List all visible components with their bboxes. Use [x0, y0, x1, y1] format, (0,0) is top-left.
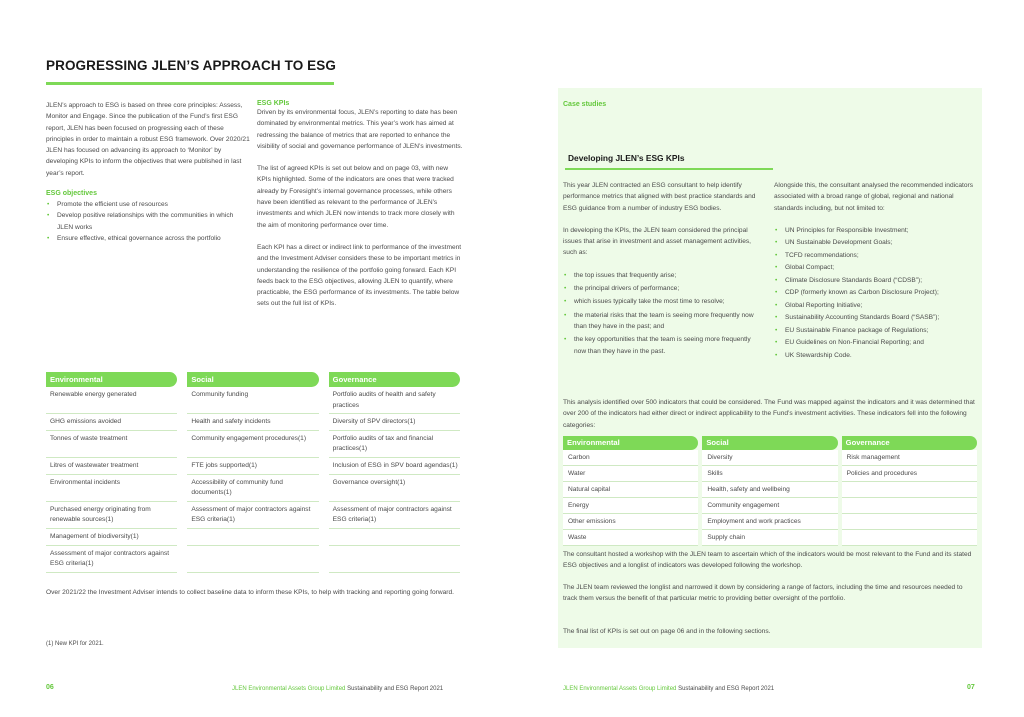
issue-item: • the material risks that the team is seeing more frequently now than they have in the past; and — [563, 310, 761, 333]
kpi-cell: Community engagement procedures(1) — [187, 431, 318, 458]
category-cell: Policies and procedures — [842, 466, 977, 482]
category-cell: Natural capital — [563, 482, 698, 498]
category-cell — [842, 482, 977, 498]
kpi-table-row — [46, 431, 460, 458]
left-footer-text — [232, 686, 443, 692]
category-table — [563, 436, 977, 546]
kpi-table-body — [46, 387, 460, 573]
category-table-body — [563, 450, 977, 546]
case-paragraph-3: Alongside this, the consultant analysed the recommended indicators associated with a broad range of global, regional and national standards including, but not limited to: — [774, 182, 974, 212]
kpi-cell — [187, 529, 318, 546]
category-cell: Energy — [563, 498, 698, 514]
right-footer-text — [563, 686, 774, 692]
kpi-cell — [329, 546, 460, 573]
category-cell: Risk management — [842, 450, 977, 466]
category-cell — [842, 530, 977, 546]
category-cell: Other emissions — [563, 514, 698, 530]
standard-item: • UK Stewardship Code. — [774, 350, 976, 361]
case-studies-label: Case studies — [563, 101, 607, 108]
case-paragraph-6: The JLEN team reviewed the longlist and narrowed it down by considering a range of factors, including the time and resources needed to track them versus the benefit of that particular metric to providing better oversight of the portfolio. — [563, 584, 963, 603]
kpis-paragraph-1: Driven by its environmental focus, JLEN’s reporting to date has been dominated by environmental metrics. This year’s work has aimed at redressing the balance of metrics that are reported to enhance the visibility of social and governance performance of JLEN’s investments. — [257, 109, 463, 150]
cat-header-governance: Governance — [842, 436, 977, 450]
case-study-heading: Developing JLEN’s ESG KPIs — [568, 153, 685, 163]
right-page-number: 07 — [967, 684, 975, 691]
cat-header-social: Social — [702, 436, 837, 450]
category-cell: Waste — [563, 530, 698, 546]
kpi-table-header — [46, 372, 460, 387]
issues-list — [563, 270, 761, 357]
objective-item: • Develop positive relationships with the communities in which JLEN works — [46, 210, 250, 233]
kpi-table-row — [46, 387, 460, 414]
objective-item: • Ensure effective, ethical governance across the portfolio — [46, 233, 250, 244]
kpi-cell — [187, 546, 318, 573]
category-cell: Health, safety and wellbeing — [702, 482, 837, 498]
category-table-row — [563, 530, 977, 546]
left-page-number: 06 — [46, 684, 54, 691]
category-table-row — [563, 514, 977, 530]
case-right-column — [774, 180, 976, 361]
case-paragraph-1: This year JLEN contracted an ESG consultant to help identify performance metrics that aligned with best practice standards and ESG guidance from a number of industry ESG bodies. — [563, 182, 756, 212]
category-cell: Supply chain — [702, 530, 837, 546]
category-cell: Community engagement — [702, 498, 837, 514]
intro-column — [46, 100, 250, 244]
kpi-cell: Accessibility of community fund documents(1) — [187, 475, 318, 502]
kpi-cell: Governance oversight(1) — [329, 475, 460, 502]
kpi-cell: Renewable energy generated — [46, 387, 177, 414]
category-table-row — [563, 450, 977, 466]
case-paragraph-4: This analysis identified over 500 indicators that could be considered. The Fund was mapped against the indicators and it was determined that over 200 of the indicators had either direct or indirect applicability to the Fund’s investment activities. These indicators fell into the following categories: — [563, 399, 975, 429]
case-paragraph-7: The final list of KPIs is set out on page 06 and in the following sections. — [563, 628, 771, 635]
standard-item: • Global Reporting Initiative; — [774, 300, 976, 311]
kpi-cell: Management of biodiversity(1) — [46, 529, 177, 546]
kpi-cell: Inclusion of ESG in SPV board agendas(1) — [329, 458, 460, 475]
footer-company: JLEN Environmental Assets Group Limited — [563, 686, 677, 692]
kpi-cell — [329, 529, 460, 546]
kpi-header-governance: Governance — [329, 372, 460, 387]
category-cell — [842, 498, 977, 514]
case-paragraph-5: The consultant hosted a workshop with the JLEN team to ascertain which of the indicators would be most relevant to the Fund and its stated ESG objectives and a longlist of indicators was developed following the workshop. — [563, 551, 972, 570]
category-cell: Diversity — [702, 450, 837, 466]
kpi-table-row — [46, 458, 460, 475]
title-underline — [46, 82, 334, 85]
kpis-paragraph-3: Each KPI has a direct or indirect link to performance of the investment and the Investment Adviser considers these to be important metrics in understanding the resilience of the portfolio going forward. Each KPI feeds back to the ESG objectives, allowing JLEN to quantify, where practicable, the ESG performance of its investments. The table below sets out the full list of KPIs. — [257, 243, 462, 308]
kpi-cell: Diversity of SPV directors(1) — [329, 414, 460, 431]
kpi-table-row — [46, 546, 460, 573]
category-table-row — [563, 466, 977, 482]
standard-item: • EU Sustainable Finance package of Regulations; — [774, 325, 976, 336]
kpi-cell: Portfolio audits of health and safety practices — [329, 387, 460, 414]
kpi-cell: Tonnes of waste treatment — [46, 431, 177, 458]
kpi-table-row — [46, 475, 460, 502]
kpi-table-row — [46, 529, 460, 546]
kpi-cell: Litres of wastewater treatment — [46, 458, 177, 475]
standard-item: • UN Principles for Responsible Investment; — [774, 225, 976, 236]
footer-company: JLEN Environmental Assets Group Limited — [232, 686, 346, 692]
standard-item: • UN Sustainable Development Goals; — [774, 237, 976, 248]
standard-item: • Sustainability Accounting Standards Board (“SASB”); — [774, 312, 976, 323]
case-left-column — [563, 180, 761, 357]
category-cell — [842, 514, 977, 530]
kpi-table — [46, 372, 460, 573]
kpi-cell: Health and safety incidents — [187, 414, 318, 431]
kpi-cell: Environmental incidents — [46, 475, 177, 502]
cat-header-environmental: Environmental — [563, 436, 698, 450]
footer-report: Sustainability and ESG Report 2021 — [678, 686, 775, 692]
objectives-heading: ESG objectives — [46, 190, 97, 198]
kpi-cell: Purchased energy originating from renewable sources(1) — [46, 502, 177, 529]
kpis-paragraph-2: The list of agreed KPIs is set out below and on page 03, with new KPIs highlighted. Some of the indicators are ones that were tracked already by Foresight’s internal governance processes, while others have been identified as relevant to the performance of JLEN’s investments and which JLEN now intends to track more closely with the aim of monitoring performance over time. — [257, 165, 455, 229]
kpi-cell: Assessment of major contractors against ESG criteria(1) — [46, 546, 177, 573]
kpi-cell: Assessment of major contractors against ESG criteria(1) — [329, 502, 460, 529]
category-cell: Water — [563, 466, 698, 482]
kpi-cell: Assessment of major contractors against ESG criteria(1) — [187, 502, 318, 529]
standard-item: • Global Compact; — [774, 262, 976, 273]
case-heading-underline — [565, 168, 773, 170]
intro-paragraph: JLEN’s approach to ESG is based on three core principles: Assess, Monitor and Engage. Since the publication of the Fund’s first ESG report, JLEN has been focused on progressing each of these principles in order to maintain a robust ESG framework. Over 2020/21 JLEN has focused on advancing its approach to ‘Monitor’ by developing KPIs to inform the objectives that were published in last year’s report. — [46, 102, 250, 177]
kpi-after-note: Over 2021/22 the Investment Adviser intends to collect baseline data to inform these KPIs, to help with tracking and reporting going forward. — [46, 589, 454, 596]
kpi-table-row — [46, 414, 460, 431]
kpi-table-row — [46, 502, 460, 529]
standard-item: • CDP (formerly known as Carbon Disclosure Project); — [774, 287, 976, 298]
category-cell: Carbon — [563, 450, 698, 466]
kpi-cell: GHG emissions avoided — [46, 414, 177, 431]
objectives-list — [46, 199, 250, 244]
category-table-row — [563, 482, 977, 498]
standard-item: • Climate Disclosure Standards Board (“CDSB”); — [774, 275, 976, 286]
kpi-header-social: Social — [187, 372, 318, 387]
kpi-cell: Portfolio audits of tax and financial practices(1) — [329, 431, 460, 458]
footer-report: Sustainability and ESG Report 2021 — [347, 686, 444, 692]
standard-item: • TCFD recommendations; — [774, 250, 976, 261]
issue-item: • the principal drivers of performance; — [563, 283, 761, 294]
issue-item: • which issues typically take the most time to resolve; — [563, 296, 761, 307]
standard-item: • EU Guidelines on Non-Financial Reporting; and — [774, 337, 976, 348]
objective-item: • Promote the efficient use of resources — [46, 199, 250, 210]
issue-item: • the key opportunities that the team is seeing more frequently now than they have in the past. — [563, 334, 761, 357]
kpi-header-environmental: Environmental — [46, 372, 177, 387]
kpi-footnote: (1) New KPI for 2021. — [46, 641, 104, 647]
page-title: PROGRESSING JLEN’S APPROACH TO ESG — [46, 58, 336, 73]
issue-item: • the top issues that frequently arise; — [563, 270, 761, 281]
category-table-header — [563, 436, 977, 450]
standards-list — [774, 225, 976, 361]
category-table-row — [563, 498, 977, 514]
case-paragraph-2: In developing the KPIs, the JLEN team considered the principal issues that arise in investment and asset management activities, such as: — [563, 226, 752, 257]
kpis-column — [257, 100, 463, 310]
kpi-cell: FTE jobs supported(1) — [187, 458, 318, 475]
kpi-cell: Community funding — [187, 387, 318, 414]
kpis-heading: ESG KPIs — [257, 100, 290, 107]
category-cell: Employment and work practices — [702, 514, 837, 530]
category-cell: Skills — [702, 466, 837, 482]
